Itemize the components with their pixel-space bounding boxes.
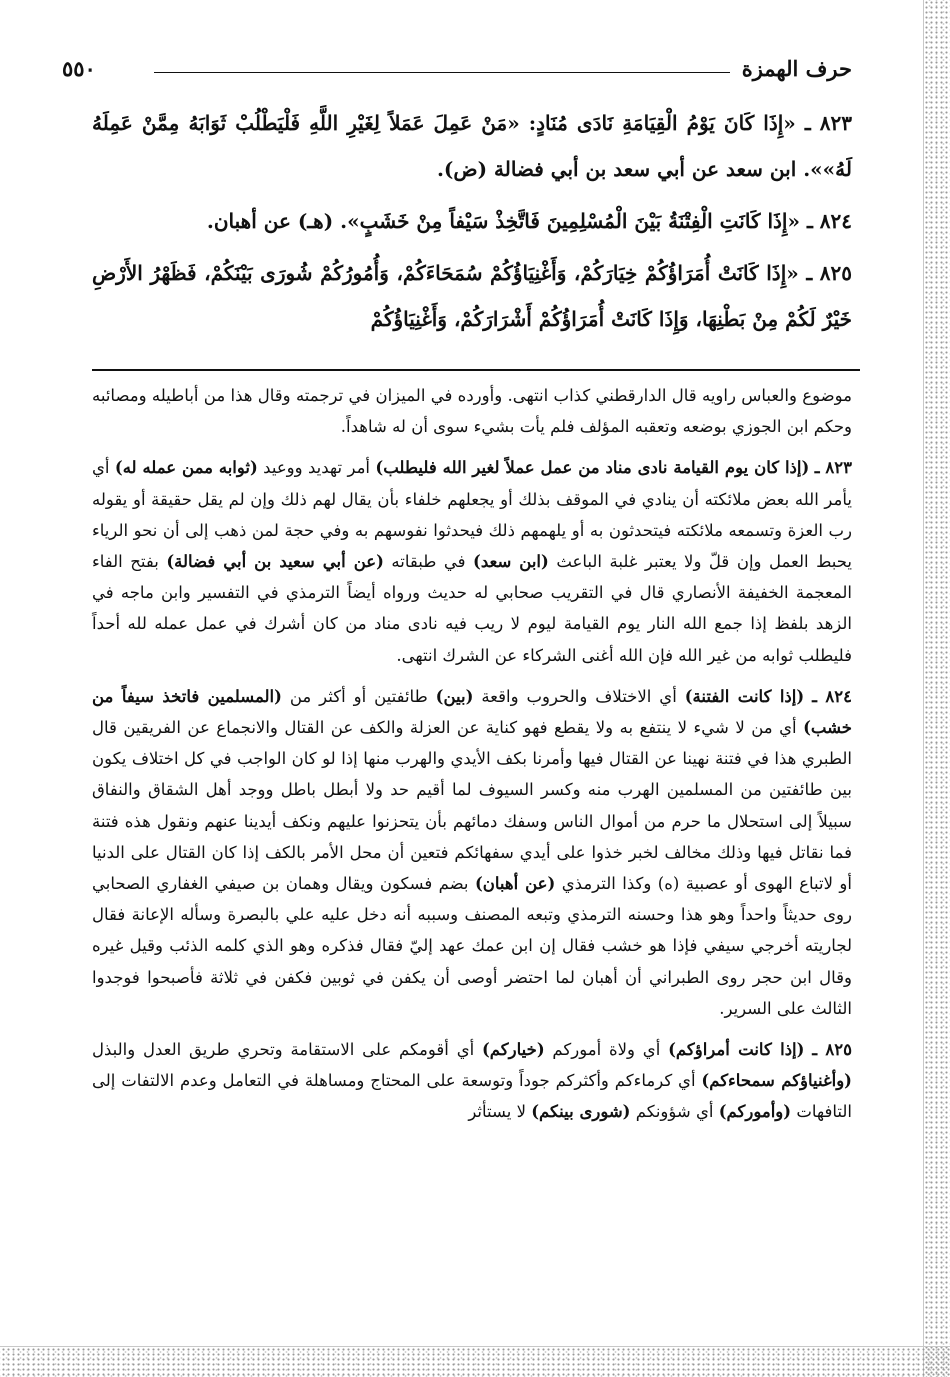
commentary-823 — [92, 452, 852, 670]
commentary-text: أي يأمر الله بعض ملائكته أن ينادي في الموقف بذلك أو يجعلهم خلفاء بأن يقال لهم ذلك وإن لم يقل حقيقة أو يقوله رب العزة وتسمعه ملائكته فيتحدثون به أو يلهمهم ذلك فيحدثوا نفوسهم به وفي حجة لمن ذهب إلى أن نحو الرياء يحبط العمل وإن قلّ ولا يعتبر غلبة الباعث — [92, 458, 852, 572]
hadith-823 — [92, 100, 852, 192]
quoted-phrase: (خياركم) — [482, 1040, 545, 1060]
commentary-text: أي شؤونكم — [630, 1102, 719, 1122]
hadith-825 — [92, 250, 852, 342]
quoted-phrase: (المسلمين فاتخذ سيفاً من خشب) — [92, 686, 852, 738]
quoted-phrase: (إذا كان يوم القيامة نادى مناد من عمل عملاً لغير الله فليطلب) — [375, 458, 810, 478]
commentary-intro: موضوع والعباس راويه قال الدارقطني كذاب انتهى. وأورده في الميزان في ترجمته وقال هذا من أباطيله ومصائبه وحكم ابن الجوزي بوضعه وتعقبه المؤلف فلم يأت بشيء سوى أن له شاهداً. — [92, 386, 852, 437]
header-rule — [154, 72, 730, 73]
commentary-824 — [92, 681, 852, 1024]
commentary-number: ٨٢٣ ـ — [814, 458, 852, 478]
commentary-text: لا يستأثر — [468, 1102, 532, 1122]
quoted-phrase: (شورى بينكم) — [531, 1102, 631, 1122]
quoted-phrase: (عن أهبان) — [474, 874, 556, 894]
scan-border-right — [923, 0, 950, 1377]
hadith-text: «إِذَا كَانَتِ الْفِتْنَةُ بَيْنَ الْمُسْلِمِينَ فَاتَّخِذْ سَيْفاً مِنْ خَشَبٍ». — [340, 209, 800, 233]
commentary-text: طائفتين أو أكثر من — [281, 686, 436, 706]
commentary-text: أي من لا شيء لا ينتفع به ولا يقطع فهو كناية عن العزلة والكف عن القتال والانجماع عن الفريقين قال الطبري هذا في فتنة نهينا عن القتال فيها وأمرنا بكف الأيدي والهرب منها إذا لو كان الواجب في كل اختلاف يكون بين طائفتين من المسلمين الهرب منه وكسر السيوف لما أقيم حد ولا أبطل باطل ووجد أهل الشقاق والنفاق سبيلاً إلى استحلال ما حرم من أموال الناس وسفك دمائهم بأن يتحزنوا عليهم ونكف أيدينا عنهم ونقول هذه فتنة فما نقاتل فيها وذلك مخالف لخبر خذوا على أيدي سفهائكم فتعين أن محل الأمر بالكف إذا كان القتال على الدنيا أو لاتباع الهوى أو عصبية (ه) وكذا الترمذي — [92, 718, 852, 894]
running-header — [62, 56, 852, 86]
page-number: ٥٥٠ — [62, 56, 96, 81]
hadith-text: «إِذَا كَانَ يَوْمُ الْقِيَامَةِ نَادَى مُنَادٍ: «مَنْ عَمِلَ عَمَلاً لِغَيْرِ اللَّهِ فَلْيَطْلُبْ ثَوَابَهُ مِمَّنْ عَمِلَهُ لَهُ»». — [92, 111, 852, 181]
quoted-phrase: (وأموركم) — [718, 1102, 792, 1122]
quoted-phrase: (إذا كانت أمراؤكم) — [668, 1040, 805, 1060]
hadith-number: ٨٢٥ ـ — [806, 261, 853, 285]
footnote-separator — [92, 369, 860, 371]
commentary-text: بضم فسكون ويقال وهمان بن صيفي الغفاري الصحابي روى حديثاً واحداً وهو هذا وحسنه الترمذي وتبعه المصنف وسببه أنه دخل عليه علي بالبصرة وسأله الإعانة فقال لجاريته أخرجي سيفي فإذا هو خشب فقال إن ابن عمك عهد إليّ فقال فذكره وهو الذي كلمه الذئب وقيل غيره وقال ابن حجر روى الطبراني أن أهبان لما احتضر أوصى أن يكفن في ثوبين فكفن في ثلاثة فأصبحوا فوجدوا الثالث على السرير. — [92, 874, 852, 1018]
commentary-text: أي ولاة أموركم — [544, 1040, 669, 1060]
quoted-phrase: (عن أبي سعيد بن أبي فضالة) — [166, 552, 384, 572]
hadith-number: ٨٢٣ ـ — [804, 111, 852, 135]
commentary-text: أي كرماءكم وأكثركم جوداً وتوسعة على المحتاج ومساهلة في التعامل وعدم الالتفات إلى التافهات — [92, 1071, 852, 1122]
commentary-text: أي الاختلاف والحروب واقعة — [473, 686, 685, 706]
commentary-825 — [92, 1034, 852, 1128]
commentary-text: في طبقاته — [383, 552, 474, 572]
quoted-phrase: (ثوابه ممن عمله له) — [114, 458, 258, 478]
hadith-source: (هـ) عن أهبان. — [206, 209, 334, 233]
quoted-phrase: (ابن سعد) — [473, 552, 549, 572]
hadith-number: ٨٢٤ ـ — [806, 209, 852, 233]
commentary-number: ٨٢٤ ـ — [812, 686, 852, 706]
commentary-text: بفتح الفاء المعجمة الخفيفة الأنصاري قال في التقريب صحابي له حديث ورواه أيضاً الترمذي في التفسير وابن ماجه في الزهد بلفظ إذا جمع الله النار يوم القيامة ليوم لا ريب فيه نادى مناد من كان أشرك في عمل عمله لله أحداً فليطلب ثوابه من غير الله فإن الله أغنى الشركاء عن الشرك انتهى. — [92, 552, 852, 665]
hadith-source: ابن سعد عن أبي سعد بن أبي فضالة (ض). — [436, 157, 797, 181]
quoted-phrase: (إذا كانت الفتنة) — [684, 686, 805, 706]
quoted-phrase: (وأغنياؤكم سمحاءكم) — [701, 1071, 852, 1091]
chapter-title: حرف الهمزة — [741, 56, 852, 81]
commentary-block — [92, 380, 852, 1138]
scan-border-bottom — [0, 1346, 950, 1377]
commentary-text: أمر تهديد ووعيد — [257, 458, 376, 478]
commentary-text: أي أقومكم على الاستقامة وتحري طريق العدل والبذل — [92, 1040, 482, 1060]
hadith-824 — [92, 198, 852, 244]
hadith-text: «إِذَا كَانَتْ أُمَرَاؤُكُمْ خِيَارَكُمْ، وَأَغْنِيَاؤُكُمْ سُمَحَاءَكُمْ، وَأُمُورُكُمْ شُورَى بَيْنَكُمْ، فَظَهْرُ الأَرْضِ خَيْرٌ لَكُمْ مِنْ بَطْنِهَا، وَإِذَا كَانَتْ أُمَرَاؤُكُمْ أَشْرَارَكُمْ، وَأَغْنِيَاؤُكُمْ — [92, 261, 852, 331]
hadith-text-block — [92, 100, 852, 348]
commentary-number: ٨٢٥ ـ — [812, 1040, 852, 1060]
quoted-phrase: (بين) — [435, 686, 474, 706]
